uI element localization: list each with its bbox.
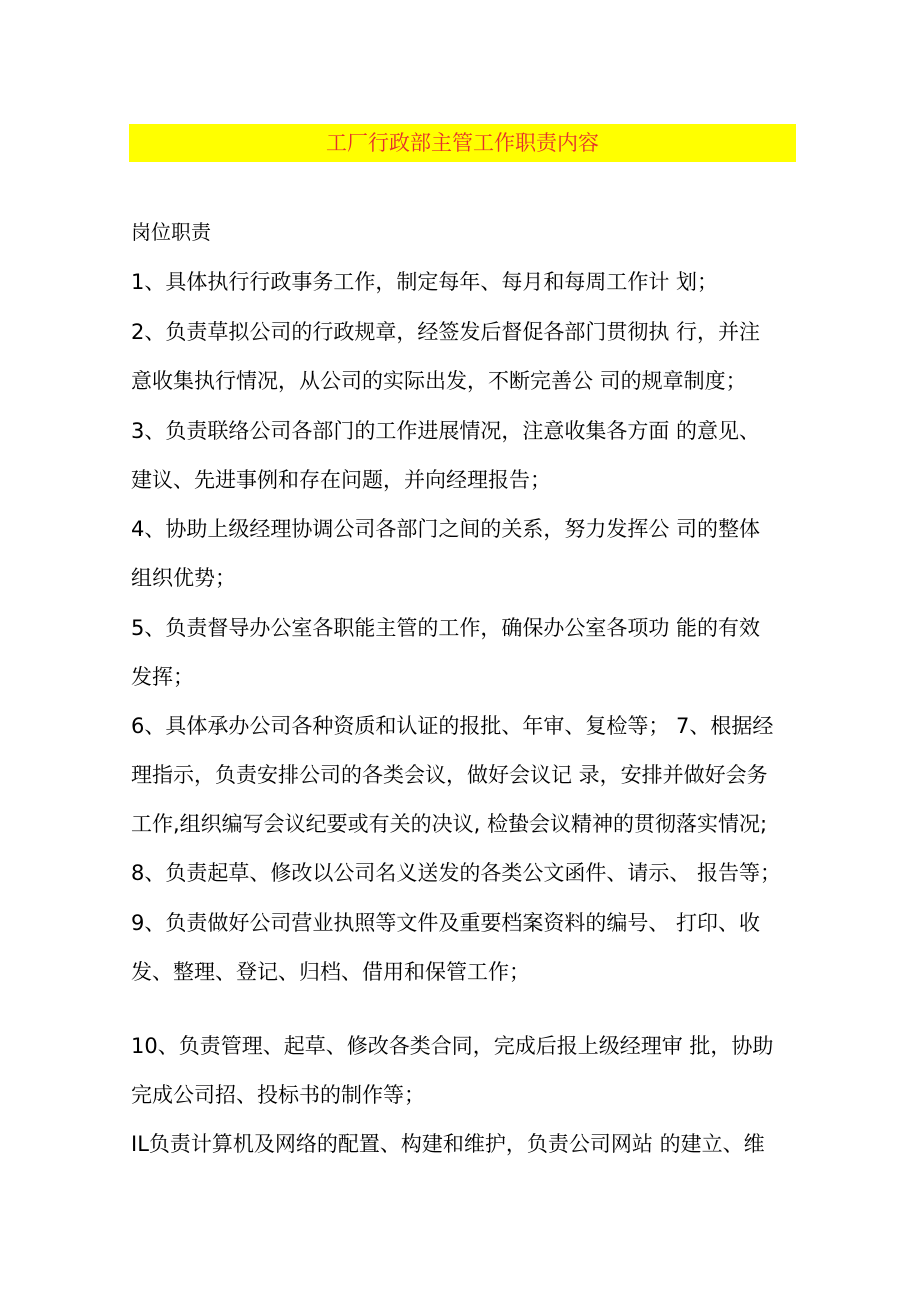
body-line: 发挥； (131, 665, 194, 689)
body-line: 1、具体执行行政事务工作，制定每年、每月和每周工作计 划； (131, 270, 719, 294)
body-line: 意收集执行情况，从公司的实际出发，不断完善公 司的规章制度； (131, 369, 747, 393)
body-line: 10、负责管理、起草、修改各类合同，完成后报上级经理审 批，协助 (131, 1034, 774, 1058)
body-line: 建议、先进事例和存在问题，并向经理报告； (131, 468, 551, 492)
document-title: 工厂行政部主管工作职责内容 (326, 130, 599, 155)
body-line: 2、负责草拟公司的行政规章，经签发后督促各部门贯彻执 行，并注 (131, 320, 761, 344)
body-line: IL负责计算机及网络的配置、构建和维护，负责公司网站 的建立、维 (131, 1132, 765, 1156)
title-highlight (129, 124, 796, 162)
body-line: 发、整理、登记、归档、借用和保管工作； (131, 960, 530, 984)
body-line: 8、负责起草、修改以公司名义送发的各类公文函件、请示、 报告等； (131, 861, 782, 885)
body-line: 5、负责督导办公室各职能主管的工作，确保办公室各项功 能的有效 (131, 616, 761, 640)
body-line: 工作,组织编写会议纪要或有关的决议, 检蛰会议精神的贯彻落实情况; (131, 812, 768, 836)
body-line: 9、负责做好公司营业执照等文件及重要档案资料的编号、 打印、收 (131, 911, 761, 935)
body-line: 4、协助上级经理协调公司各部门之间的关系，努力发挥公 司的整体 (131, 517, 761, 541)
body-line: 组织优势； (131, 566, 236, 590)
body-line: 6、具体承办公司各种资质和认证的报批、年审、复检等； 7、根据经 (131, 714, 774, 738)
section-heading: 岗位职责 (131, 220, 211, 244)
body-line: 3、负责联络公司各部门的工作进展情况，注意收集各方面 的意见、 (131, 419, 761, 443)
body-line: 完成公司招、投标书的制作等； (131, 1083, 425, 1107)
body-line: 理指示，负责安排公司的各类会议，做好会议记 录，安排并做好会务 (131, 763, 768, 787)
